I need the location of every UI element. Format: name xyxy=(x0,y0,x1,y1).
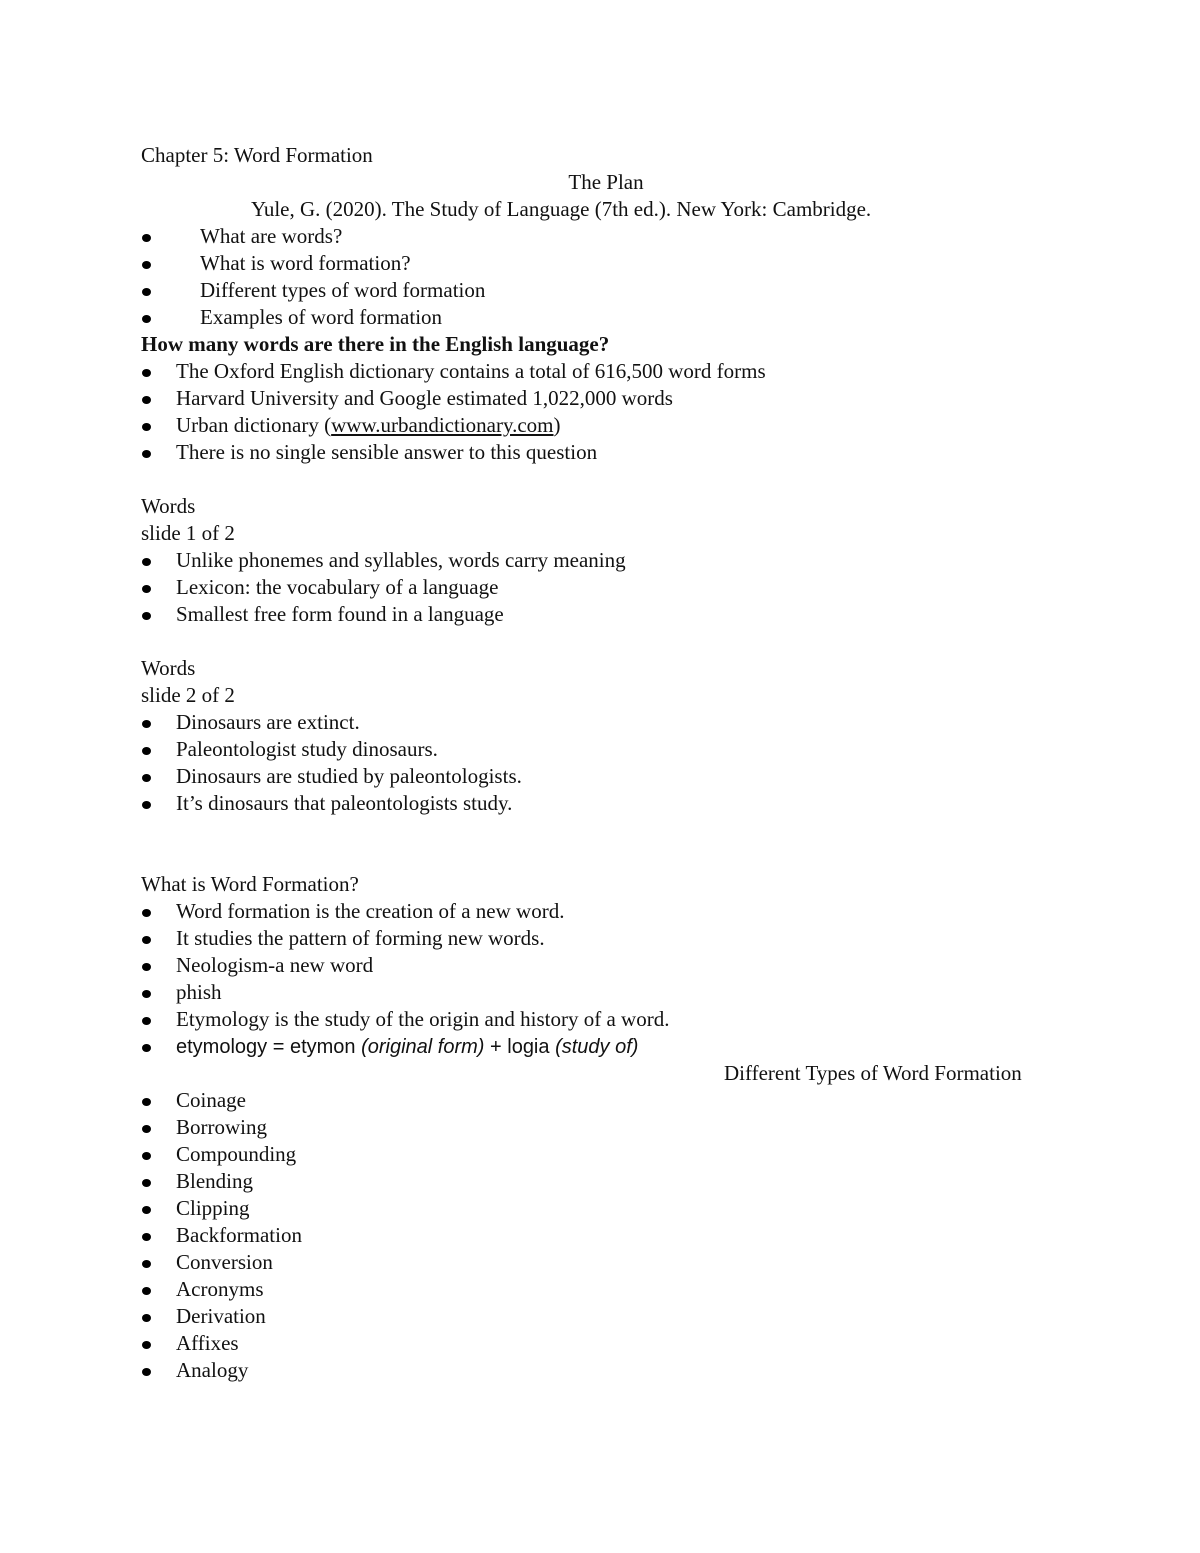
list-item: phish xyxy=(141,979,1071,1006)
bullet-icon xyxy=(142,1233,151,1241)
list-item: Neologism-a new word xyxy=(141,952,1071,979)
bullet-icon xyxy=(142,990,151,998)
words-heading: Words xyxy=(141,494,196,518)
list-item: Conversion xyxy=(141,1249,1071,1276)
bullet-icon xyxy=(142,423,151,431)
slide-label: slide 2 of 2 xyxy=(141,683,235,707)
bullet-icon xyxy=(142,1179,151,1187)
list-item: Urban dictionary (www.urbandictionary.com) xyxy=(141,412,1071,439)
bullet-icon xyxy=(142,1098,151,1106)
bullet-icon xyxy=(142,936,151,944)
bullet-icon xyxy=(142,234,151,242)
list-item: Borrowing xyxy=(141,1114,1071,1141)
words-slide2-list xyxy=(141,709,1071,817)
bullet-icon xyxy=(142,585,151,593)
list-item: Coinage xyxy=(141,1087,1071,1114)
list-item: Paleontologist study dinosaurs. xyxy=(141,736,1071,763)
word-formation-heading: What is Word Formation? xyxy=(141,872,359,896)
list-item: Dinosaurs are studied by paleontologists. xyxy=(141,763,1071,790)
words-slide1-list xyxy=(141,547,1071,628)
how-many-heading: How many words are there in the English language? xyxy=(141,332,610,356)
urban-dictionary-link[interactable]: www.urbandictionary.com xyxy=(331,413,554,437)
list-item: Backformation xyxy=(141,1222,1071,1249)
list-item: Smallest free form found in a language xyxy=(141,601,1071,628)
document-page xyxy=(141,142,1071,1384)
bullet-icon xyxy=(142,558,151,566)
bullet-icon xyxy=(142,801,151,809)
list-item: The Oxford English dictionary contains a total of 616,500 word forms xyxy=(141,358,1071,385)
bullet-icon xyxy=(142,261,151,269)
bullet-icon xyxy=(142,1287,151,1295)
plan-list xyxy=(141,223,1071,331)
bullet-icon xyxy=(142,909,151,917)
bullet-icon xyxy=(142,1260,151,1268)
chapter-title: Chapter 5: Word Formation xyxy=(141,143,373,167)
list-item: Etymology is the study of the origin and history of a word. xyxy=(141,1006,1071,1033)
list-item: It’s dinosaurs that paleontologists study. xyxy=(141,790,1071,817)
words-heading: Words xyxy=(141,656,196,680)
list-item: Examples of word formation xyxy=(141,304,1071,331)
list-item: etymology = etymon (original form) + logia (study of) xyxy=(141,1033,1071,1060)
bullet-icon xyxy=(142,369,151,377)
slide-label: slide 1 of 2 xyxy=(141,521,235,545)
bullet-icon xyxy=(142,1368,151,1376)
list-item: Word formation is the creation of a new word. xyxy=(141,898,1071,925)
bullet-icon xyxy=(142,1017,151,1025)
list-item: Affixes xyxy=(141,1330,1071,1357)
bullet-icon xyxy=(142,747,151,755)
list-item: Lexicon: the vocabulary of a language xyxy=(141,574,1071,601)
how-many-list xyxy=(141,358,1071,466)
bullet-icon xyxy=(142,1206,151,1214)
list-item: Compounding xyxy=(141,1141,1071,1168)
bullet-icon xyxy=(142,450,151,458)
citation: Yule, G. (2020). The Study of Language (7th ed.). New York: Cambridge. xyxy=(251,197,872,221)
types-heading: Different Types of Word Formation xyxy=(724,1061,1022,1085)
bullet-icon xyxy=(142,1314,151,1322)
list-item: It studies the pattern of forming new words. xyxy=(141,925,1071,952)
list-item: Blending xyxy=(141,1168,1071,1195)
bullet-icon xyxy=(142,315,151,323)
bullet-icon xyxy=(142,1044,151,1052)
bullet-icon xyxy=(142,1152,151,1160)
bullet-icon xyxy=(142,396,151,404)
list-item: There is no single sensible answer to this question xyxy=(141,439,1071,466)
list-item: What are words? xyxy=(141,223,1071,250)
list-item: Acronyms xyxy=(141,1276,1071,1303)
list-item: Dinosaurs are extinct. xyxy=(141,709,1071,736)
list-item: Different types of word formation xyxy=(141,277,1071,304)
bullet-icon xyxy=(142,1125,151,1133)
bullet-icon xyxy=(142,1341,151,1349)
list-item: Unlike phonemes and syllables, words carry meaning xyxy=(141,547,1071,574)
bullet-icon xyxy=(142,963,151,971)
bullet-icon xyxy=(142,288,151,296)
list-item: Derivation xyxy=(141,1303,1071,1330)
bullet-icon xyxy=(142,612,151,620)
plan-heading: The Plan xyxy=(568,170,644,194)
bullet-icon xyxy=(142,774,151,782)
bullet-icon xyxy=(142,720,151,728)
list-item: What is word formation? xyxy=(141,250,1071,277)
types-list xyxy=(141,1087,1071,1384)
list-item: Clipping xyxy=(141,1195,1071,1222)
word-formation-list xyxy=(141,898,1071,1060)
list-item: Harvard University and Google estimated 1,022,000 words xyxy=(141,385,1071,412)
list-item: Analogy xyxy=(141,1357,1071,1384)
